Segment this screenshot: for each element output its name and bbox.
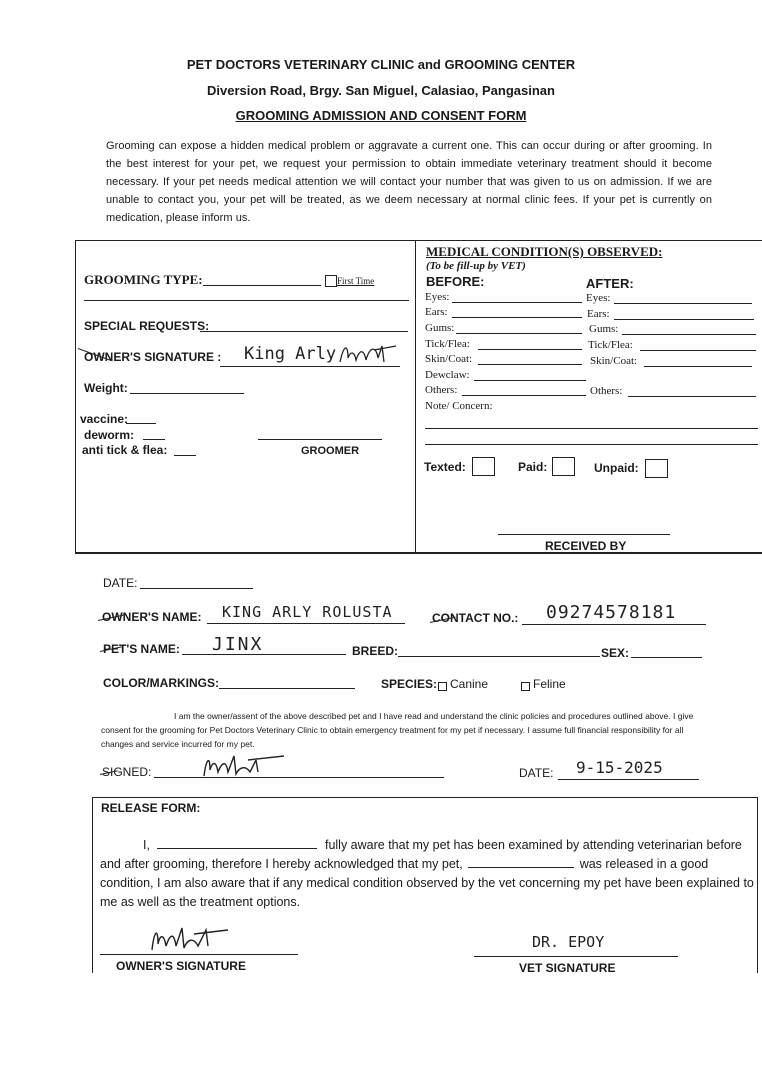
breed-field[interactable] [398,656,600,657]
release-i-label: I, [143,838,150,852]
contact-field[interactable] [522,624,706,625]
clinic-address: Diversion Road, Brgy. San Miguel, Calasiao, Pangasinan [207,83,555,98]
contact-value: 09274578181 [546,602,677,623]
first-time-label: First Time [337,276,375,286]
owner-signature-value: King Arly [244,344,337,364]
before-tickflea-field[interactable] [478,349,582,350]
weight-label: Weight: [84,381,128,395]
anti-tick-field[interactable] [174,455,196,456]
before-ears-field[interactable] [452,317,582,318]
intro-paragraph: Grooming can expose a hidden medical problem or aggravate a current one. This can occur during or after grooming. In the best interest for your pet, we request your permission to obtain immediate veterinary treatment should it become necessary. If your pet needs medical attention we will contact your number that was given to us on admission. If we are unable to contact you, your pet will be treated, as we deem necessary at normal clinic fees. If your pet is currently on medication, please inform us. [106,140,712,224]
note-concern-label: Note/ Concern: [425,400,493,412]
groomer-signature-line[interactable] [258,439,382,440]
release-text-2: was released in a good condition, I am also aware that if any medical condition observed by the vet concerning my pet have been explained to me as well as the treatment options. [100,857,754,909]
before-eyes-label: Eyes: [425,291,450,303]
owner-name-label: OWNER'S NAME: [102,610,202,624]
after-ears-label: Ears: [587,308,610,320]
pet-name-field[interactable] [182,654,346,655]
release-owner-signature-line[interactable] [100,954,298,955]
special-requests-field[interactable] [200,331,408,332]
deworm-label: deworm: [84,428,135,442]
after-gums-label: Gums: [589,323,619,335]
signed-date-value: 9-15-2025 [576,758,663,777]
grooming-type-line-2[interactable] [84,300,409,301]
note-line-2[interactable] [425,444,758,445]
received-by-label: RECEIVED BY [545,539,627,553]
sex-label: SEX: [601,646,630,660]
release-paragraph [100,836,754,912]
medical-subtitle: (To be fill-up by VET) [426,260,526,272]
color-markings-field[interactable] [219,688,355,689]
grooming-type-field[interactable] [203,285,321,286]
canine-checkbox[interactable] [438,682,447,691]
color-markings-label: COLOR/MARKINGS: [103,676,219,690]
before-others-label: Others: [425,384,458,396]
after-tickflea-label: Tick/Flea: [588,339,633,351]
note-line-1[interactable] [425,428,758,429]
first-time-checkbox[interactable] [325,275,337,287]
vet-signature-label: VET SIGNATURE [519,961,616,975]
after-others-label: Others: [590,385,623,397]
signed-date-label: DATE: [519,766,554,780]
received-by-line[interactable] [498,534,670,535]
after-eyes-field[interactable] [614,303,752,304]
after-ears-field[interactable] [614,319,754,320]
consent-paragraph: I am the owner/assent of the above described pet and I have read and understand the clinic policies and procedures outlined above. I give consent for the grooming for Pet Doctors Veterinary Clinic to obtain emergency treatment for my pet if necessary. I assume full financial responsibility for all changes and service incurred for my pet. [101,711,694,749]
clinic-name: PET DOCTORS VETERINARY CLINIC and GROOMING CENTER [186,57,576,72]
release-text-1: fully aware that my pet has been examined by attending veterinarian before and after grooming, therefore I hereby acknowledged that my pet, [100,838,742,871]
date-field[interactable] [140,588,253,589]
vaccine-field[interactable] [126,423,156,424]
after-skincoat-field[interactable] [644,366,752,367]
sex-field[interactable] [631,657,702,658]
before-eyes-field[interactable] [452,302,582,303]
signed-date-field[interactable] [558,779,699,780]
after-eyes-label: Eyes: [586,292,611,304]
before-gums-label: Gums: [425,322,455,334]
after-tickflea-field[interactable] [640,350,756,351]
before-ears-label: Ears: [425,306,448,318]
release-title: RELEASE FORM: [101,801,201,815]
before-skincoat-label: Skin/Coat: [425,353,473,365]
before-gums-field[interactable] [456,333,582,334]
before-skincoat-field[interactable] [478,364,582,365]
contact-label: CONTACT NO.: [432,611,519,625]
owner-signature-label: OWNER'S SIGNATURE : [84,350,222,364]
after-label: AFTER: [586,276,634,291]
after-others-field[interactable] [628,396,756,397]
medical-title: MEDICAL CONDITION(S) OBSERVED: [426,244,663,259]
vet-signature-line[interactable] [474,956,678,957]
breed-label: BREED: [352,644,399,658]
signed-label: SIGNED: [102,765,152,779]
before-others-field[interactable] [462,395,586,396]
release-owner-signature-label: OWNER'S SIGNATURE [116,959,246,973]
signed-signature-scribble [200,752,292,780]
before-dewclaw-field[interactable] [474,380,586,381]
pet-name-value: JINX [212,634,264,655]
owner-signature-scribble [338,340,400,368]
anti-tick-label: anti tick & flea: [82,443,168,457]
before-label: BEFORE: [426,274,485,289]
species-label: SPECIES: [381,677,438,691]
before-dewclaw-label: Dewclaw: [425,369,470,381]
column-divider [415,240,416,552]
release-pet-blank[interactable] [468,856,574,868]
release-owner-signature-scribble [148,922,232,956]
paid-label: Paid: [518,460,548,474]
form-title: GROOMING ADMISSION AND CONSENT FORM [235,108,527,123]
texted-checkbox[interactable] [472,457,495,476]
feline-label: Feline [533,677,566,691]
vaccine-label: vaccine: [80,412,129,426]
feline-checkbox[interactable] [521,682,530,691]
before-tickflea-label: Tick/Flea: [425,338,470,350]
texted-label: Texted: [424,460,466,474]
deworm-field[interactable] [143,439,165,440]
owner-name-value: KING ARLY ROLUSTA [222,603,393,621]
pet-name-label: PET'S NAME: [103,642,180,656]
vet-signature-value: DR. EPOY [532,933,605,951]
release-name-blank[interactable] [157,837,317,849]
owner-name-field[interactable] [207,623,405,624]
grooming-type-label: GROOMING TYPE: [84,272,203,287]
paid-checkbox[interactable] [552,457,575,476]
after-skincoat-label: Skin/Coat: [590,355,638,367]
unpaid-checkbox[interactable] [645,459,668,478]
weight-field[interactable] [130,393,244,394]
groomer-label: GROOMER [301,445,360,457]
after-gums-field[interactable] [622,334,756,335]
canine-label: Canine [450,677,489,691]
signed-field[interactable] [154,777,444,778]
unpaid-label: Unpaid: [594,461,639,475]
date-label: DATE: [103,576,138,590]
special-requests-label: SPECIAL REQUESTS: [84,319,210,333]
